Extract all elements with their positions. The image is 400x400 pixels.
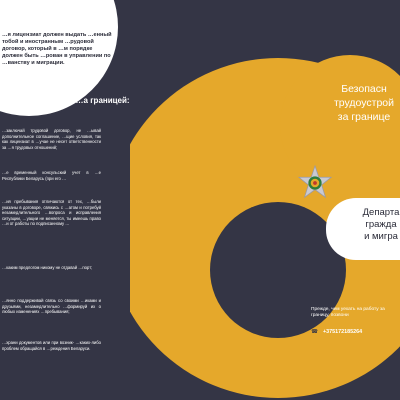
list-item: …каким предлогом никому не отдавай …порт; [2, 265, 93, 270]
department-emblem-icon [296, 164, 334, 202]
phone-number: +375172185264 [323, 329, 363, 335]
list-item: …ия пребывания отличаются от тех, …были указаны в договоре, свяжись с …атом и потребуй незамедлительного …вопроса и исправления ситуации, …уации не меняется, ты имеешь право …и от работы по подписанному … [2, 199, 101, 227]
intro-text: …я лицензиат должен выдать …енный тобой и иностранным …рудовой договор, который в …м порядке должен быть …рован в управлении по …ванству и миграции. [2, 32, 112, 67]
department-name [346, 207, 400, 243]
title-line: трудоустрой [333, 97, 395, 109]
phone-icon: ☎ [311, 328, 318, 335]
contact-text: Прежде, чем уехать на работу за границу, позвони [311, 307, 385, 319]
phone-row [310, 327, 400, 337]
list-item: …янно поддерживай связь со своими …иками и друзьями, незамедлительно …формируй их о любых изменениях …пребывания; [2, 298, 101, 315]
title-line: за границе [337, 111, 391, 123]
brochure-title [314, 82, 400, 124]
list-item: …заключай трудовой договор, не …ывай дополнительное соглашение, …щие условия, так как лицензиат в …учае не несет ответственности за …я трудовых отношений; [2, 128, 101, 150]
list-item: …храни документов или при возник- …каких-либо проблем обращайся в …реждения Беларуси. [2, 340, 101, 351]
dept-line: Департа [362, 207, 400, 218]
list-item: …е временный консульский учет в …е Республики Беларусь (при его … [2, 170, 101, 181]
dept-line: и мигра [364, 231, 398, 242]
section-title: …ия пребывания …а границей: [4, 96, 130, 105]
title-line: Безопасн [341, 83, 387, 95]
dept-line: гражда [365, 219, 397, 230]
